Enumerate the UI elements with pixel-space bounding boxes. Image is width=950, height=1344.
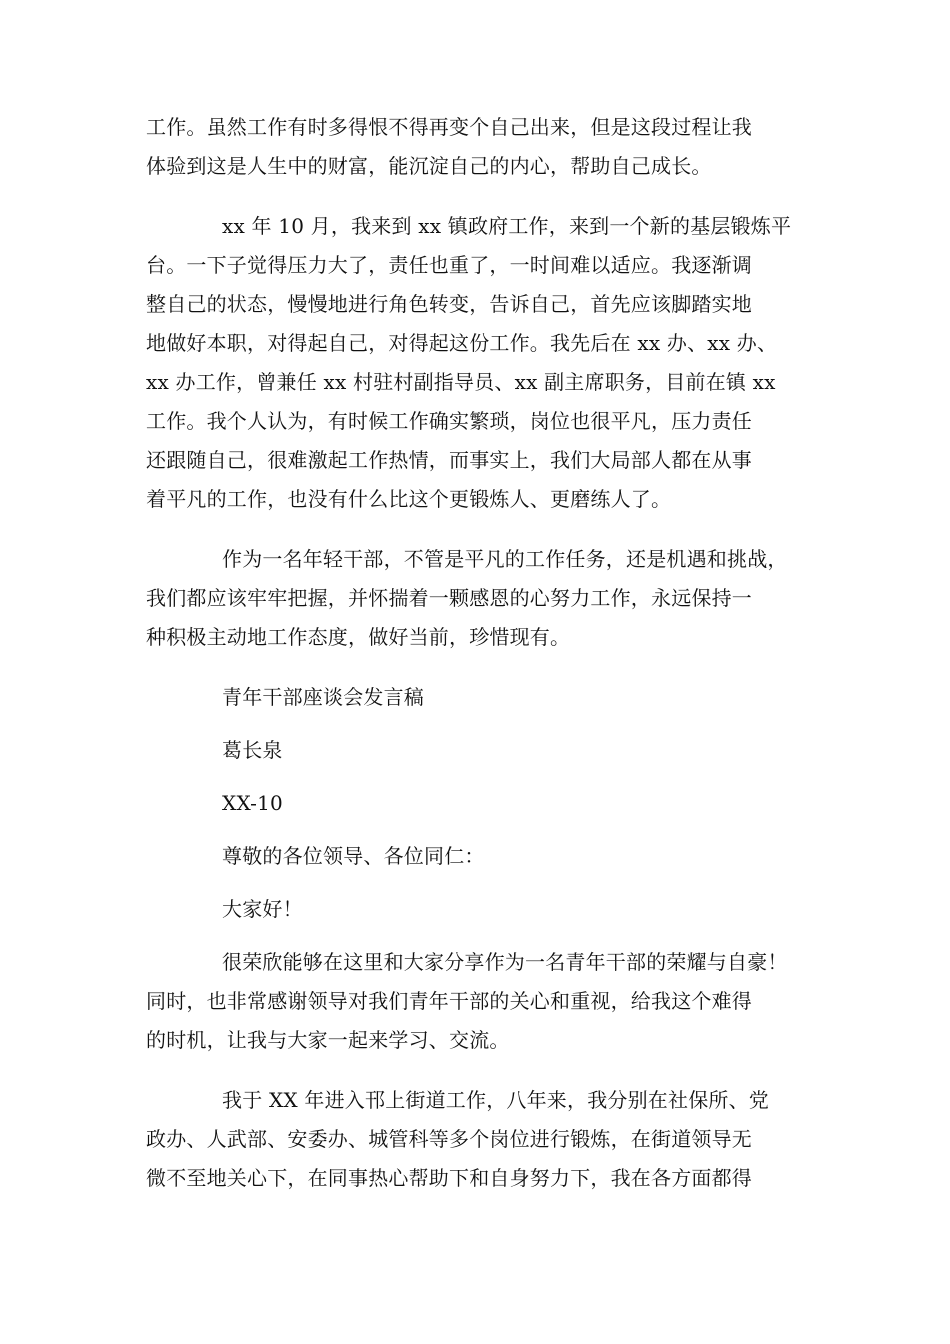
salutation (146, 837, 801, 875)
text-line: xx 办工作，曾兼任 xx 村驻村副指导员、xx 副主席职务，目前在镇 xx (146, 370, 776, 394)
document-body (146, 108, 801, 1219)
speaker-name (146, 731, 801, 769)
text-line: 工作。虽然工作有时多得恨不得再变个自己出来，但是这段过程让我 (146, 115, 752, 139)
text-line: 我于 XX 年进入邗上街道工作，八年来，我分别在社保所、党 (222, 1088, 769, 1112)
text-line: 体验到这是人生中的财富，能沉淀自己的内心，帮助自己成长。 (146, 154, 712, 178)
text-line: 还跟随自己，很难激起工作热情，而事实上，我们大局部人都在从事 (146, 448, 752, 472)
text-line: 工作。我个人认为，有时候工作确实繁琐，岗位也很平凡，压力责任 (146, 409, 752, 433)
paragraph-1 (146, 108, 801, 186)
greeting (146, 890, 801, 928)
title-line: 青年干部座谈会发言稿 (222, 685, 424, 709)
text-line: 台。一下子觉得压力大了，责任也重了，一时间难以适应。我逐渐调 (146, 253, 752, 277)
text-line: 政办、人武部、安委办、城管科等多个岗位进行锻炼，在街道领导无 (146, 1127, 752, 1151)
speech-title (146, 678, 801, 716)
text-line: 微不至地关心下，在同事热心帮助下和自身努力下，我在各方面都得 (146, 1166, 752, 1190)
text-line: 着平凡的工作，也没有什么比这个更锻炼人、更磨练人了。 (146, 487, 672, 511)
date-line: XX-10 (222, 791, 283, 815)
salutation-line: 尊敬的各位领导、各位同仁： (222, 844, 485, 868)
text-line: 作为一名年轻干部，不管是平凡的工作任务，还是机遇和挑战， (222, 547, 788, 571)
text-line: 我们都应该牢牢把握，并怀揣着一颗感恩的心努力工作，永远保持一 (146, 586, 752, 610)
text-line: 很荣欣能够在这里和大家分享作为一名青年干部的荣耀与自豪！ (222, 950, 788, 974)
paragraph-10 (146, 1081, 801, 1198)
text-line: 的时机，让我与大家一起来学习、交流。 (146, 1028, 510, 1052)
text-line: xx 年 10 月，我来到 xx 镇政府工作，来到一个新的基层锻炼平 (222, 214, 792, 238)
author-line: 葛长泉 (222, 738, 283, 762)
paragraph-2 (146, 207, 801, 519)
text-line: 同时，也非常感谢领导对我们青年干部的关心和重视，给我这个难得 (146, 989, 752, 1013)
text-line: 整自己的状态，慢慢地进行角色转变，告诉自己，首先应该脚踏实地 (146, 292, 752, 316)
paragraph-9 (146, 943, 801, 1060)
text-line: 种积极主动地工作态度，做好当前，珍惜现有。 (146, 625, 571, 649)
paragraph-3 (146, 540, 801, 657)
text-line: 地做好本职，对得起自己，对得起这份工作。我先后在 xx 办、xx 办、 (146, 331, 778, 355)
speech-date (146, 784, 801, 822)
greeting-line: 大家好！ (222, 897, 303, 921)
